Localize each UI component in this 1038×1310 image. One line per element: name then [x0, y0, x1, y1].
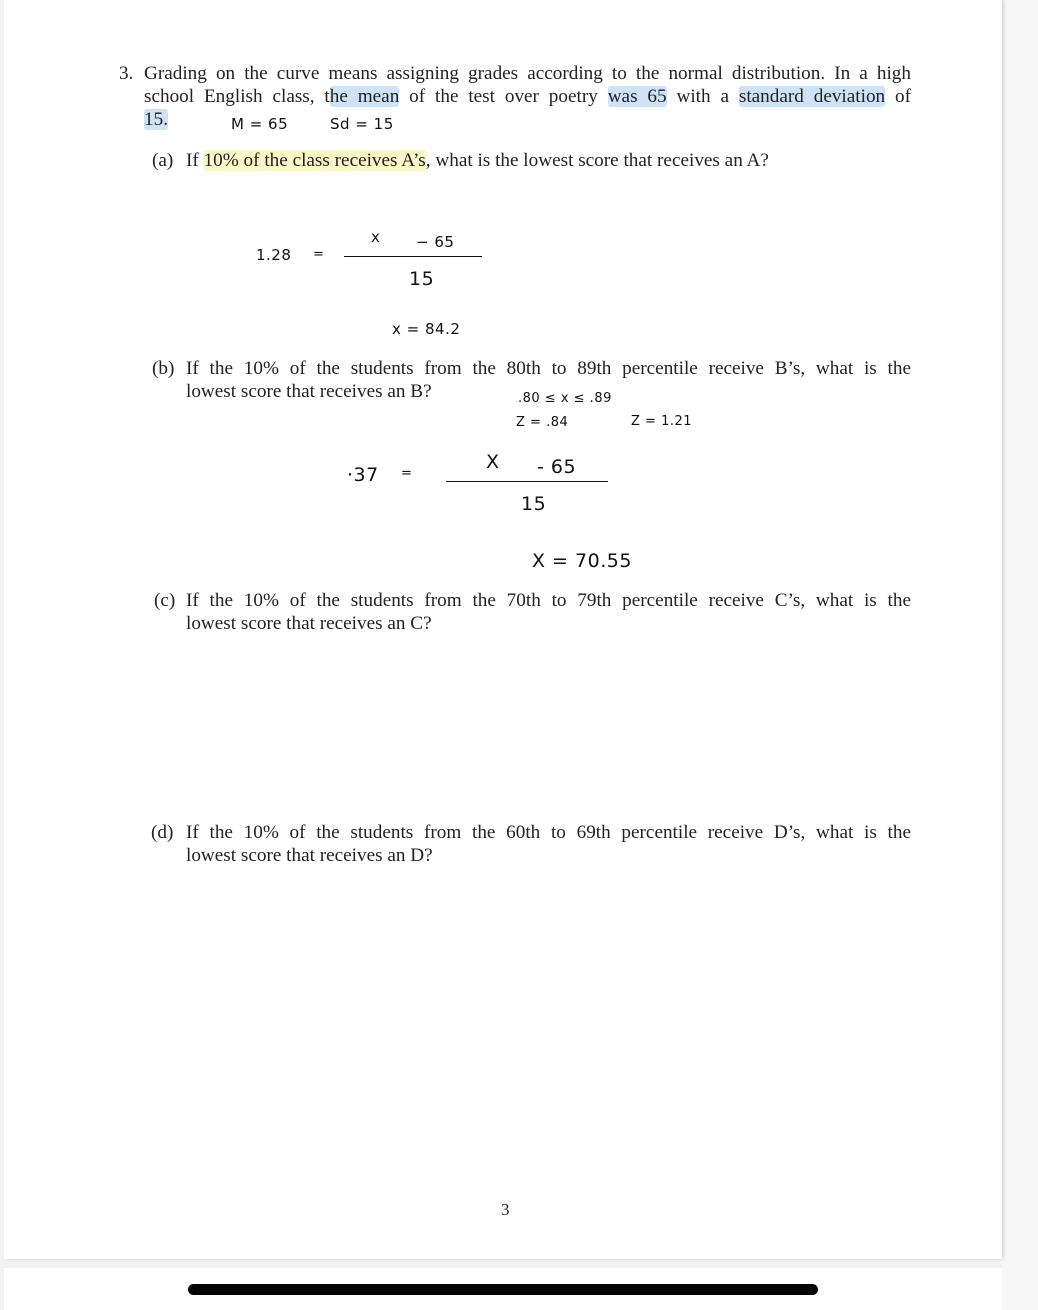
part-b-line-2: lowest score that receives an B?	[186, 381, 432, 402]
part-c-line-1: If the 10% of the students from the 70th to 79th percentile receive C’s, what is the	[186, 590, 911, 611]
handwritten-mean: M = 65	[231, 115, 289, 133]
intro-text: of the test over poetry	[399, 86, 608, 107]
part-d-line-1: If the 10% of the students from the 60th to 69th percentile receive D’s, what is the	[186, 822, 911, 843]
highlight-sd: standard deviation	[738, 86, 886, 107]
highlight-value: was 65	[607, 86, 667, 107]
work-a-equals: =	[313, 247, 325, 262]
work-b-range: .80 ≤ x ≤ .89	[518, 391, 612, 406]
intro-line-1-text: Grading on the curve means assigning grades according to the normal distribution. In a high	[144, 63, 911, 84]
page-number: 3	[501, 1200, 510, 1219]
part-a-label: (a)	[152, 150, 174, 171]
part-c-line-2: lowest score that receives an C?	[186, 613, 432, 634]
work-b-numerator-rest: - 65	[537, 456, 577, 478]
intro-line-1	[144, 62, 911, 85]
work-a-numerator-rest: − 65	[416, 233, 455, 251]
intro-line-2	[144, 85, 911, 108]
intro-text: school English class, t	[144, 86, 330, 107]
part-c-question	[186, 589, 911, 635]
work-b-z-low: Z = .84	[516, 415, 569, 430]
highlight-part-a: 10% of the class receives A’s	[203, 150, 426, 171]
problem-number: 3.	[119, 63, 134, 84]
intro-text: of	[885, 86, 911, 107]
part-a-text: If	[186, 150, 204, 171]
part-b-line-1: If the 10% of the students from the 80th to 89th percentile receive B’s, what is the	[186, 358, 911, 379]
viewer-background	[1002, 0, 1038, 1310]
work-b-denominator: 15	[521, 493, 547, 515]
work-b-z-high: Z = 1.21	[631, 414, 693, 429]
part-d-label: (d)	[151, 822, 174, 843]
work-b-z: ·37	[347, 464, 379, 486]
part-d-line-2: lowest score that receives an D?	[186, 845, 433, 866]
work-a-answer: x = 84.2	[392, 320, 461, 338]
highlight-mean: he mean	[329, 86, 400, 107]
part-a-question	[186, 149, 769, 172]
part-c-label: (c)	[154, 590, 176, 611]
work-b-fraction-bar	[446, 481, 608, 482]
part-b-label: (b)	[152, 358, 175, 379]
highlight-sd-value: 15.	[144, 109, 168, 130]
document-page	[4, 0, 1002, 1259]
work-b-numerator-x: X	[486, 451, 500, 473]
work-a-z: 1.28	[256, 246, 292, 264]
intro-text: with a	[666, 86, 739, 107]
handwritten-sd: Sd = 15	[330, 115, 394, 133]
work-b-answer: X = 70.55	[532, 550, 632, 572]
part-a-text: , what is the lowest score that receives an A?	[425, 150, 769, 171]
home-indicator-bar[interactable]	[188, 1284, 818, 1295]
work-a-fraction-bar	[344, 256, 482, 257]
work-a-denominator: 15	[409, 268, 435, 290]
work-a-numerator-x: x	[371, 228, 381, 246]
work-b-equals: =	[401, 466, 413, 481]
part-d-question	[186, 821, 911, 867]
